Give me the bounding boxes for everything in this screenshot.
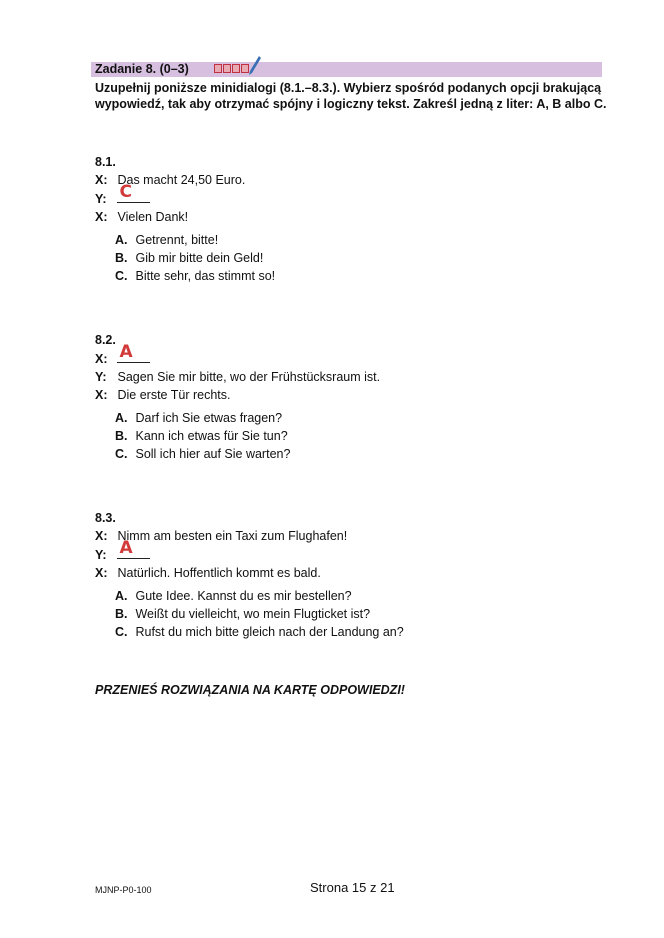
speaker-label: X: (95, 529, 108, 543)
speaker-label: Y: (95, 192, 107, 206)
handwritten-answer: A (119, 538, 133, 558)
dialogue-line (95, 208, 275, 226)
speaker-label: X: (95, 352, 108, 366)
task-instructions: Uzupełnij poniższe minidialogi (8.1.–8.3.). Wybierz spośród podanych opcji brakującą wypowiedź, tak aby otrzymać spójny i logiczny tekst. Zakreśl jedną z liter: A, B albo C. (95, 81, 607, 111)
speaker-label: X: (95, 388, 108, 402)
dialogue-line (95, 538, 404, 564)
score-box (241, 64, 249, 73)
option-a[interactable] (115, 231, 275, 249)
handwritten-answer: A (119, 342, 133, 362)
option-text: Weißt du vielleicht, wo mein Flugticket ist? (135, 607, 371, 621)
option-list (115, 231, 275, 285)
option-list (115, 409, 380, 463)
option-b[interactable] (115, 427, 380, 445)
option-list (115, 587, 404, 641)
dialogue-text: Natürlich. Hoffentlich kommt es bald. (117, 566, 321, 580)
option-a[interactable] (115, 587, 404, 605)
task-header (91, 62, 602, 77)
option-a[interactable] (115, 409, 380, 427)
score-box (232, 64, 240, 73)
option-letter: C. (115, 447, 128, 461)
dialogue-item (95, 153, 275, 285)
task-title: Zadanie 8. (0–3) (95, 62, 189, 76)
score-box (214, 64, 222, 73)
dialogue-text: Das macht 24,50 Euro. (117, 173, 246, 187)
dialogue-line (95, 342, 380, 368)
option-text: Getrennt, bitte! (135, 233, 219, 247)
dialogue-line (95, 527, 404, 545)
option-letter: A. (115, 411, 128, 425)
answer-blank[interactable] (117, 538, 150, 559)
pen-icon (249, 56, 261, 76)
option-text: Darf ich Sie etwas fragen? (135, 411, 283, 425)
option-letter: B. (115, 251, 128, 265)
transfer-note: PRZENIEŚ ROZWIĄZANIA NA KARTĘ ODPOWIEDZI! (95, 683, 405, 697)
item-number: 8.2. (95, 333, 116, 347)
option-c[interactable] (115, 623, 404, 641)
option-text: Gute Idee. Kannst du es mir bestellen? (135, 589, 352, 603)
dialogue-line (95, 182, 275, 208)
option-text: Soll ich hier auf Sie warten? (135, 447, 291, 461)
option-letter: B. (115, 607, 128, 621)
option-letter: C. (115, 625, 128, 639)
option-text: Gib mir bitte dein Geld! (135, 251, 264, 265)
option-letter: C. (115, 269, 128, 283)
speaker-label: X: (95, 173, 108, 187)
option-c[interactable] (115, 445, 380, 463)
score-box (223, 64, 231, 73)
item-number: 8.1. (95, 155, 116, 169)
dialogue-text: Vielen Dank! (117, 210, 189, 224)
option-letter: B. (115, 429, 128, 443)
dialogue-line (95, 564, 404, 582)
exam-code: MJNP-P0-100 (95, 885, 152, 895)
dialogue-item (95, 509, 404, 641)
score-boxes (214, 64, 249, 73)
option-text: Bitte sehr, das stimmt so! (135, 269, 276, 283)
dialogue-text: Die erste Tür rechts. (117, 388, 231, 402)
answer-blank[interactable] (117, 182, 150, 203)
dialogue-item (95, 331, 380, 463)
speaker-label: Y: (95, 370, 107, 384)
dialogue-text: Nimm am besten ein Taxi zum Flughafen! (117, 529, 348, 543)
option-text: Rufst du mich bitte gleich nach der Landung an? (135, 625, 404, 639)
page-number: Strona 15 z 21 (310, 880, 395, 895)
option-b[interactable] (115, 605, 404, 623)
speaker-label: X: (95, 566, 108, 580)
option-c[interactable] (115, 267, 275, 285)
speaker-label: Y: (95, 548, 107, 562)
speaker-label: X: (95, 210, 108, 224)
dialogue-text: Sagen Sie mir bitte, wo der Frühstücksraum ist. (117, 370, 381, 384)
dialogue-line (95, 368, 380, 386)
answer-blank[interactable] (117, 342, 150, 363)
option-b[interactable] (115, 249, 275, 267)
handwritten-answer: C (119, 182, 132, 202)
option-letter: A. (115, 589, 128, 603)
option-text: Kann ich etwas für Sie tun? (135, 429, 288, 443)
dialogue-line (95, 386, 380, 404)
item-number: 8.3. (95, 511, 116, 525)
option-letter: A. (115, 233, 128, 247)
